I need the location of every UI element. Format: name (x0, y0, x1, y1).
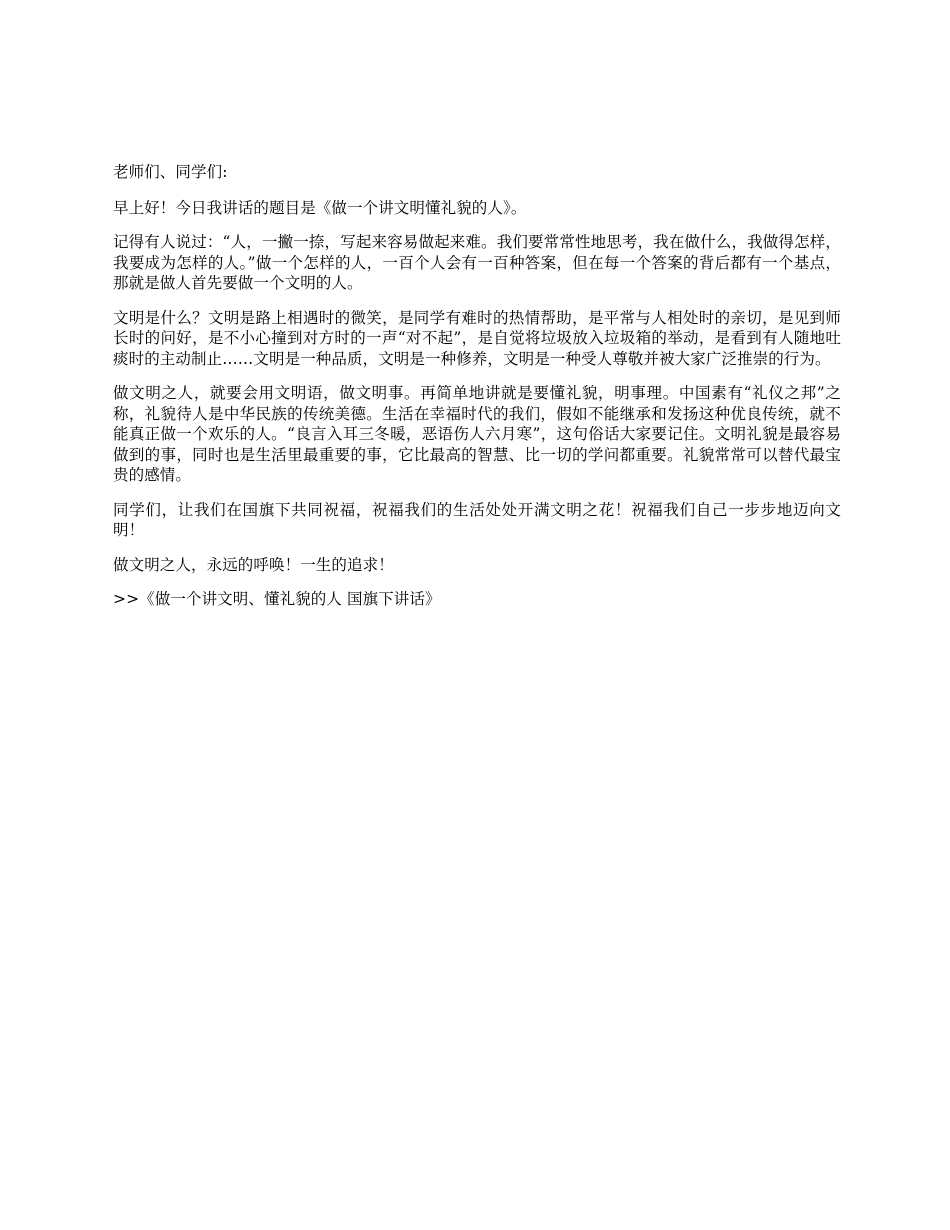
paragraph-closing: 做文明之人，永远的呼唤！一生的追求！ (113, 555, 394, 574)
related-article-link[interactable]: >>《做一个讲文明、懂礼貌的人 国旗下讲话》 (113, 590, 441, 608)
paragraph-greeting: 早上好！今日我讲话的题目是《做一个讲文明懂礼貌的人》。 (113, 198, 527, 217)
paragraph-blessing: 同学们，让我们在国旗下共同祝福，祝福我们的生活处处开满文明之花！祝福我们自己一步步地迈向文明！ (113, 500, 841, 539)
document-body (113, 162, 841, 610)
paragraph-what-is-civilization: 文明是什么？文明是路上相遇时的微笑，是同学有难时的热情帮助，是平常与人相处时的亲切，是见到师长时的问好，是不小心撞到对方时的一声“对不起”，是自觉将垃圾放入垃圾箱的举动，是看到有人随地吐痰时的主动制止……文明是一种品质，文明是一种修养，文明是一种受人尊敬并被大家广泛推崇的行为。 (113, 308, 841, 368)
paragraph-civilized-person: 做文明之人，就要会用文明语，做文明事。再简单地讲就是要懂礼貌，明事理。中国素有“礼仪之邦”之称，礼貌待人是中华民族的传统美德。生活在幸福时代的我们，假如不能继承和发扬这种优良传统，就不能真正做一个欢乐的人。“良言入耳三冬暖，恶语伤人六月寒”，这句俗话大家要记住。文明礼貌是最容易做到的事，同时也是生活里最重要的事，它比最高的智慧、比一切的学问都重要。礼貌常常可以替代最宝贵的感情。 (113, 384, 841, 484)
salutation: 老师们、同学们: (113, 163, 228, 181)
paragraph-quote: 记得有人说过：“人，一撇一捺，写起来容易做起来难。我们要常常性地思考，我在做什么，我做得怎样，我要成为怎样的人。”做一个怎样的人，一百个人会有一百种答案，但在每一个答案的背后都有一个基点，那就是做人首先要做一个文明的人。 (113, 233, 841, 292)
